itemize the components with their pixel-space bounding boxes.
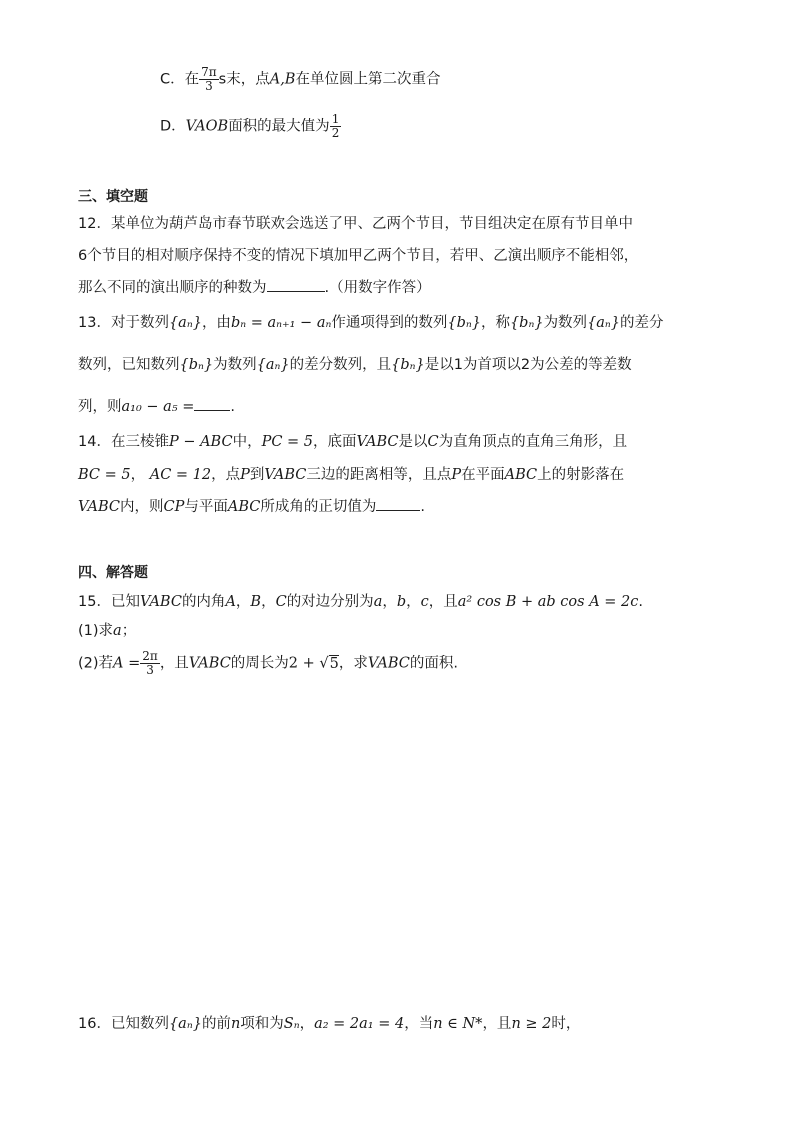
q12-line2: 6个节目的相对顺序保持不变的情况下填加甲乙两个节目，若甲、乙演出顺序不能相邻， [78,248,639,264]
fraction: $\frac{1}{2}$ [331,112,340,141]
q13-line2: 数列，已知数列{bₙ}为数列{aₙ}的差分数列，且{bₙ}是以1为首项以2为公差的等差数 [78,357,632,373]
fraction: $\frac{2\pi}{3}$ [142,649,158,678]
q14-line3: VABC内，则CP与平面ABC所成角的正切值为 . [78,495,425,516]
q15-part2: (2)若A = $\frac{2\pi}{3}$ ，且VABC的周长为2 + √5，求VABC的面积. [78,649,458,678]
option-label: D． [160,118,186,135]
q14-line1: 14．在三棱锥P − ABC中，PC = 5，底面VABC是以C为直角顶点的直角三角形，且 [78,434,628,450]
answer-blank [194,396,230,411]
q16-line1: 16．已知数列{aₙ}的前n项和为Sₙ，a₂ = 2a₁ = 4，当n ∈ N*，且n ≥ 2时， [78,1016,581,1032]
fraction: $\frac{7\pi}{3}$ [201,65,217,94]
answer-blank [267,277,325,292]
option-d: D．VAOB面积的最大值为 $\frac{1}{2}$ [160,112,340,141]
q15-line1: 15．已知VABC的内角A，B，C的对边分别为a，b，c，且a² cos B + ab cos A = 2c. [78,594,643,610]
q12-line3: 那么不同的演出顺序的种数为 .（用数字作答） [78,276,431,297]
q15-part1: (1)求a； [78,623,137,639]
q13-line1: 13．对于数列{aₙ}，由bₙ = aₙ₊₁ − aₙ作通项得到的数列{bₙ}，称{bₙ}为数列{aₙ}的差分 [78,315,664,331]
option-label: C． [160,71,185,88]
option-c: C．在 $\frac{7\pi}{3}$ s末，点A,B在单位圆上第二次重合 [160,65,441,94]
q14-line2: BC = 5， AC = 12，点P到VABC三边的距离相等，且点P在平面ABC上的射影落在 [78,467,625,483]
answer-blank [376,496,420,511]
q13-line3: 列，则a₁₀ − a₅ = . [78,395,235,416]
section-title: 三、填空题 [78,189,148,205]
q12-line1: 12．某单位为葫芦岛市春节联欢会选送了甲、乙两个节目，节目组决定在原有节目单中 [78,216,633,232]
section-title: 四、解答题 [78,565,148,581]
